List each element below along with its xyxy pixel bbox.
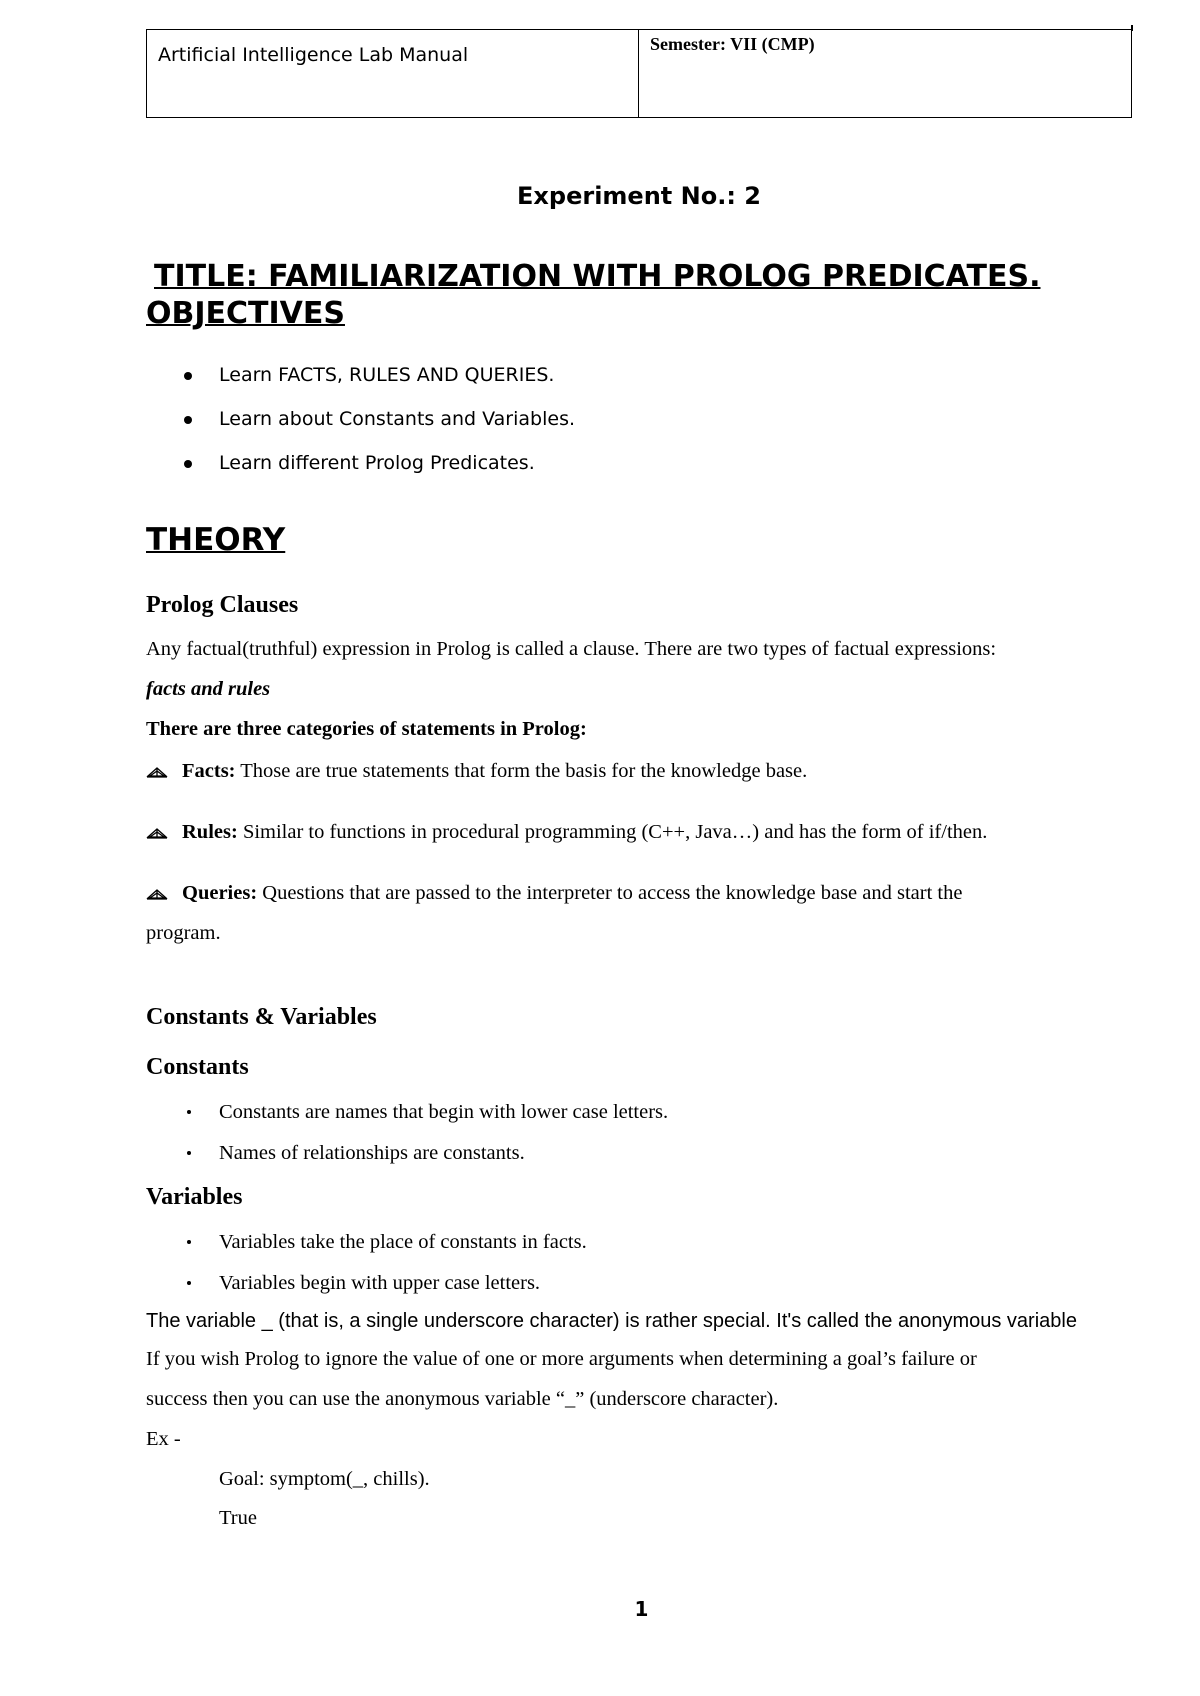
header-course-title: Artificial Intelligence Lab Manual: [147, 30, 639, 117]
queries-text: Questions that are passed to the interpreter to access the knowledge base and start the: [257, 882, 963, 904]
variables-list: [184, 1230, 587, 1312]
clause-types: facts and rules: [146, 678, 271, 700]
rules-label: Rules:: [182, 821, 238, 843]
categories-heading: There are three categories of statements in Prolog:: [146, 718, 587, 740]
example-goal: Goal: symptom(_, chills).: [219, 1468, 430, 1490]
list-item: Learn different Prolog Predicates.: [184, 450, 575, 494]
page-title: [146, 258, 1136, 332]
clause-intro: Any factual(truthful) expression in Prolog is called a clause. There are two types of factual expressions:: [146, 638, 997, 660]
queries-text-cont: program.: [146, 922, 221, 944]
prolog-clauses-heading: Prolog Clauses: [146, 592, 299, 618]
facts-text: Those are true statements that form the basis for the knowledge base.: [235, 760, 808, 782]
anonymous-paragraph-line: success then you can use the anonymous variable “_” (underscore character).: [146, 1388, 779, 1410]
page-number: 1: [634, 1597, 649, 1621]
header-table: [146, 29, 1132, 118]
list-item: Names of relationships are constants.: [184, 1141, 668, 1182]
constants-variables-heading: Constants & Variables: [146, 1004, 377, 1030]
list-item: Learn about Constants and Variables.: [184, 406, 575, 450]
rules-statement: [146, 821, 987, 844]
constants-list: [184, 1100, 668, 1182]
constants-heading: Constants: [146, 1054, 249, 1080]
book-icon: [146, 824, 168, 840]
list-item: Learn FACTS, RULES AND QUERIES.: [184, 362, 575, 406]
anonymous-paragraph-line: If you wish Prolog to ignore the value of one or more arguments when determining a goal’s failure or: [146, 1348, 977, 1370]
title-line: TITLE: FAMILIARIZATION WITH PROLOG PREDICATES.: [154, 259, 1041, 294]
queries-label: Queries:: [182, 882, 258, 904]
list-item: Constants are names that begin with lower case letters.: [184, 1100, 668, 1141]
example-result: True: [219, 1507, 257, 1529]
rules-text: Similar to functions in procedural programming (C++, Java…) and has the form of if/then.: [237, 821, 988, 843]
list-item: Variables begin with upper case letters.: [184, 1271, 587, 1312]
facts-statement: [146, 760, 807, 783]
book-icon: [146, 763, 168, 779]
anonymous-variable-note: The variable _ (that is, a single underscore character) is rather special. It's called the anonymous variable: [146, 1310, 1077, 1332]
facts-label: Facts:: [182, 760, 236, 782]
experiment-number: Experiment No.: 2: [517, 182, 761, 210]
list-item: Variables take the place of constants in facts.: [184, 1230, 587, 1271]
header-semester: Semester: VII (CMP): [650, 34, 815, 54]
theory-heading: THEORY: [146, 522, 286, 558]
header-border-tick: [1131, 25, 1133, 31]
objectives-heading: OBJECTIVES: [146, 296, 345, 331]
variables-heading: Variables: [146, 1184, 243, 1210]
objectives-list: [184, 362, 575, 494]
queries-statement: [146, 882, 962, 905]
example-label: Ex -: [146, 1428, 181, 1450]
book-icon: [146, 885, 168, 901]
